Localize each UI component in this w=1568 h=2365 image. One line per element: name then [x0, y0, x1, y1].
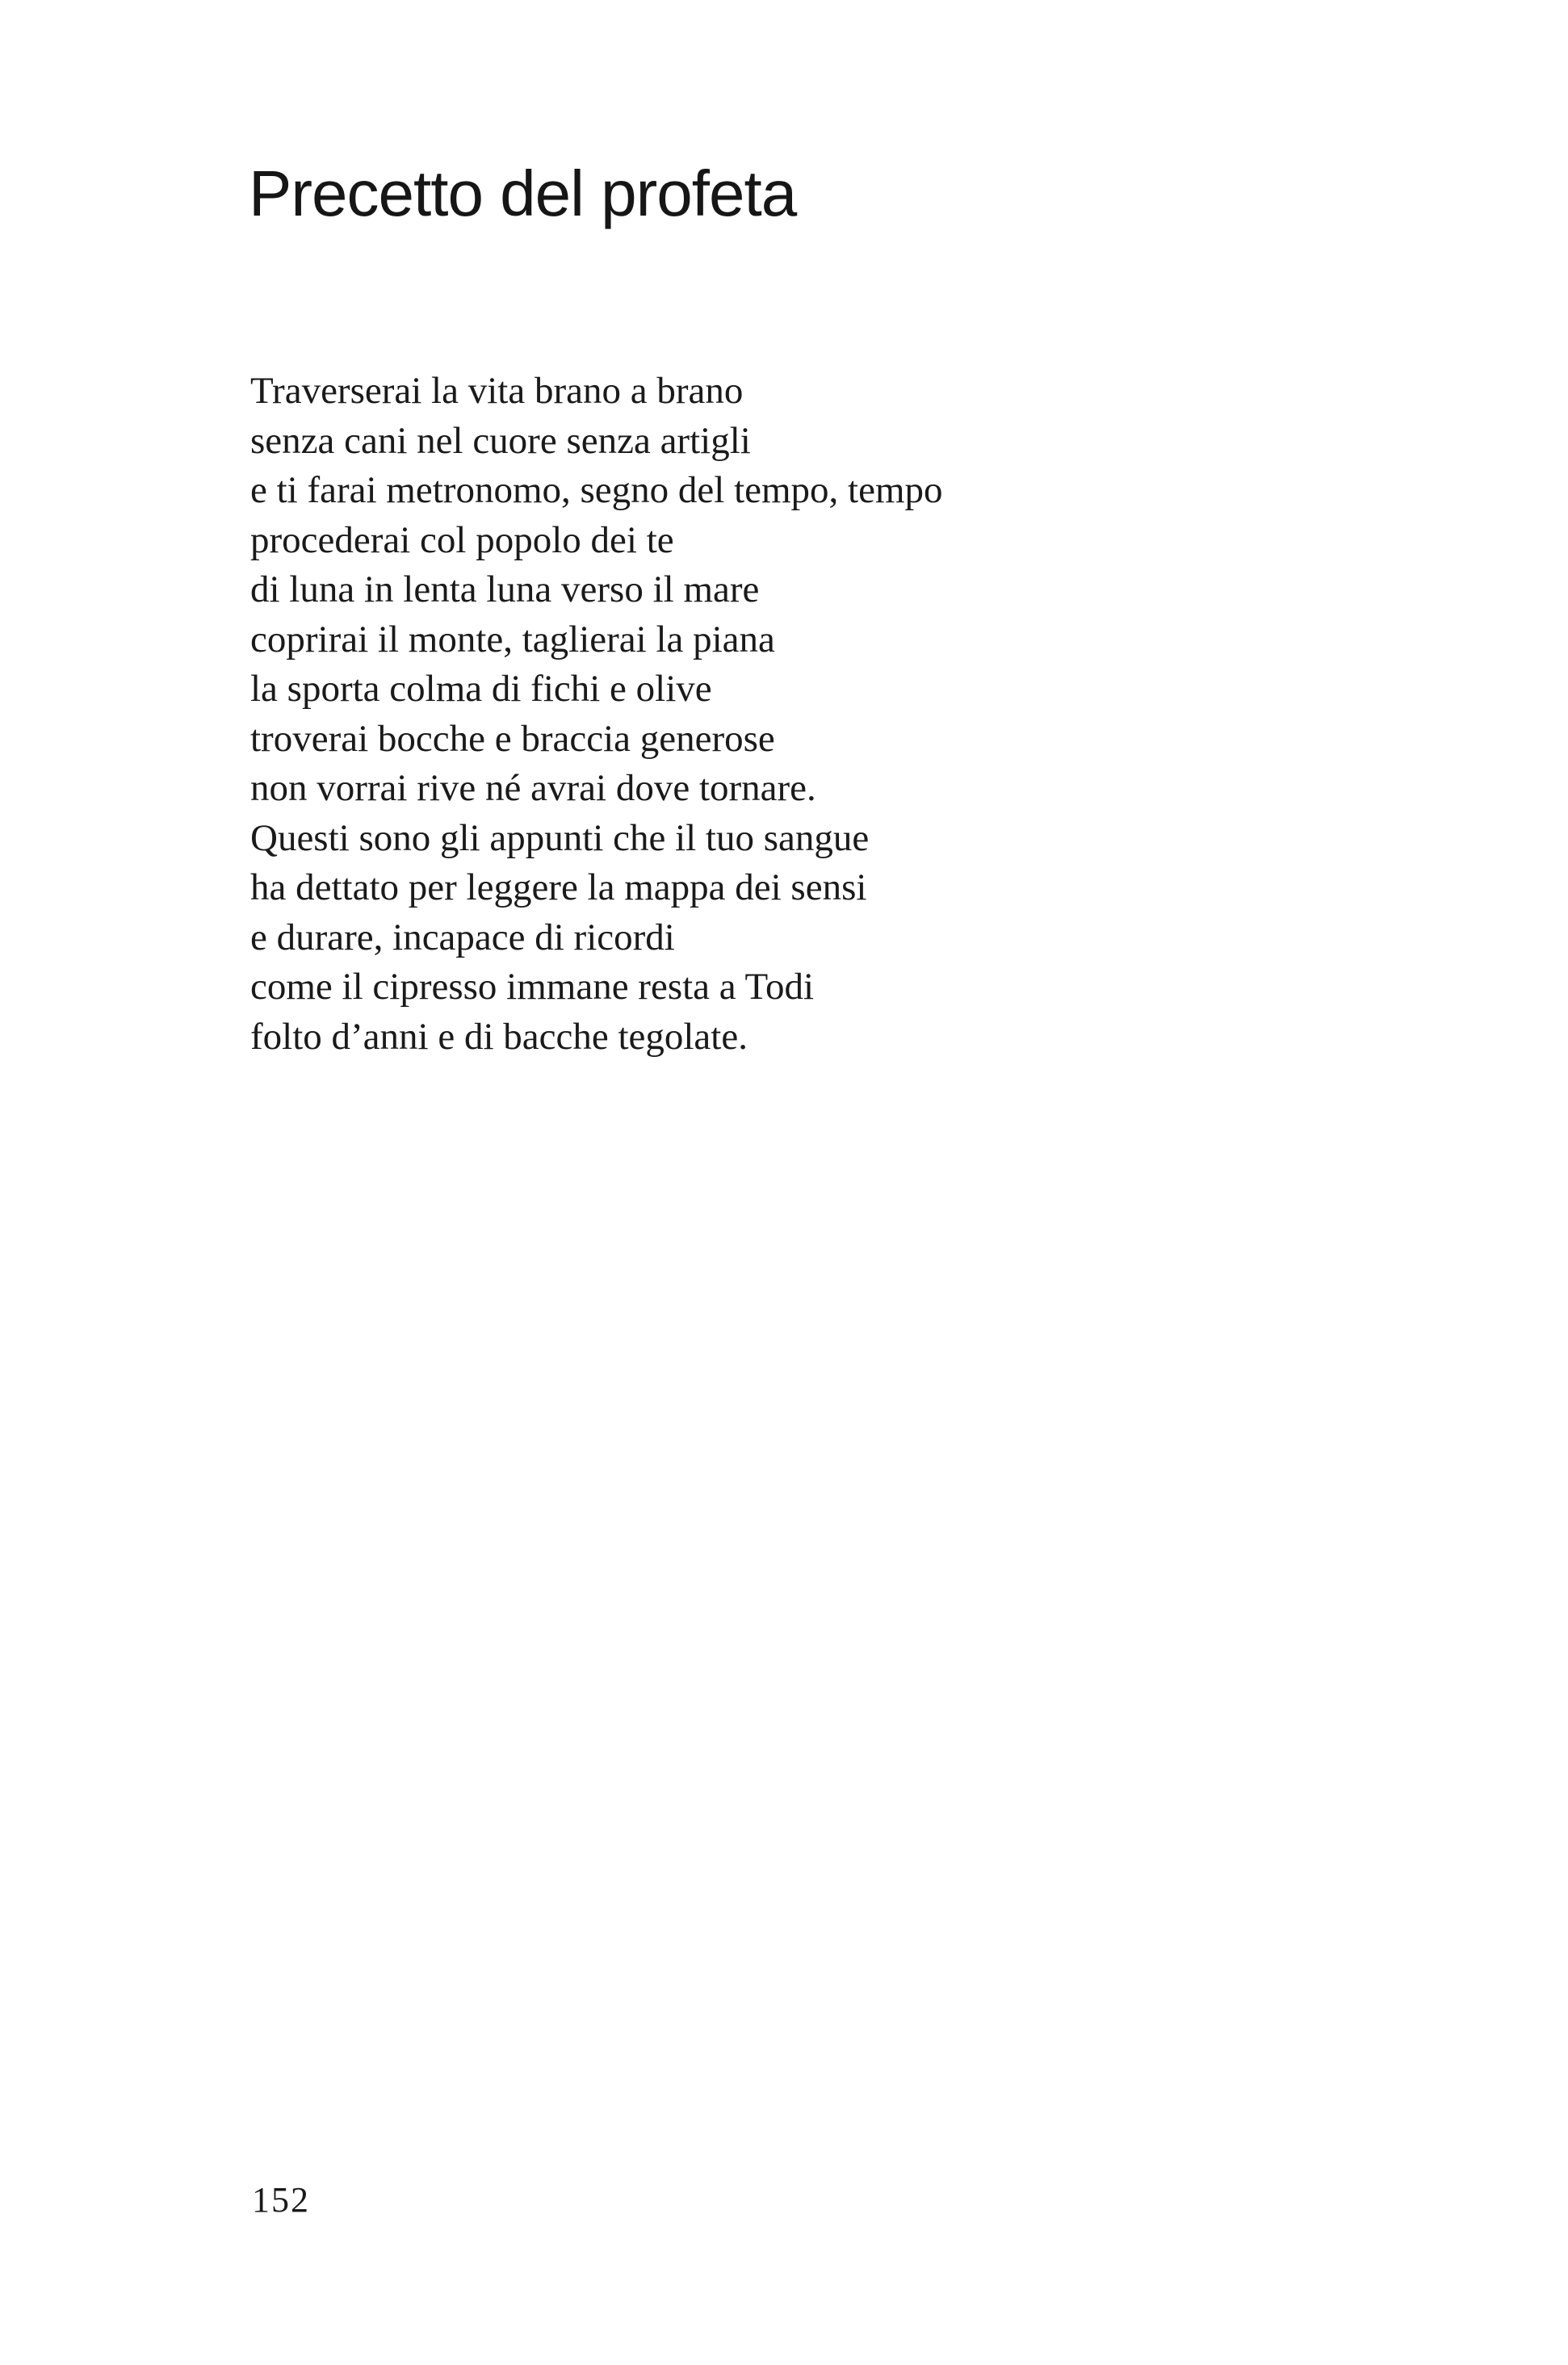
poem-line: la sporta colma di fichi e olive	[250, 668, 712, 710]
poem-line: e ti farai metronomo, segno del tempo, tempo	[250, 469, 943, 511]
poem-title: Precetto del profeta	[249, 157, 797, 229]
poem-line: ha dettato per leggere la mappa dei sensi	[250, 866, 867, 908]
poem-line: non vorrai rive né avrai dove tornare.	[250, 767, 816, 809]
poem-line: Traverserai la vita brano a brano	[250, 370, 744, 412]
page-number: 152	[252, 2180, 310, 2220]
poem-line: folto d’anni e di bacche tegolate.	[250, 1015, 748, 1058]
poem-line: troverai bocche e braccia generose	[250, 717, 775, 760]
poem-line: senza cani nel cuore senza artigli	[250, 419, 751, 462]
poem-line: Questi sono gli appunti che il tuo sangue	[250, 816, 870, 859]
poem-body	[250, 367, 943, 1062]
poem-line: e durare, incapace di ricordi	[250, 916, 675, 958]
poem-line: coprirai il monte, taglierai la piana	[250, 618, 775, 660]
poem-line: di luna in lenta luna verso il mare	[250, 568, 760, 610]
poem-line: procederai col popolo dei te	[250, 518, 674, 561]
poem-line: come il cipresso immane resta a Todi	[250, 966, 815, 1008]
